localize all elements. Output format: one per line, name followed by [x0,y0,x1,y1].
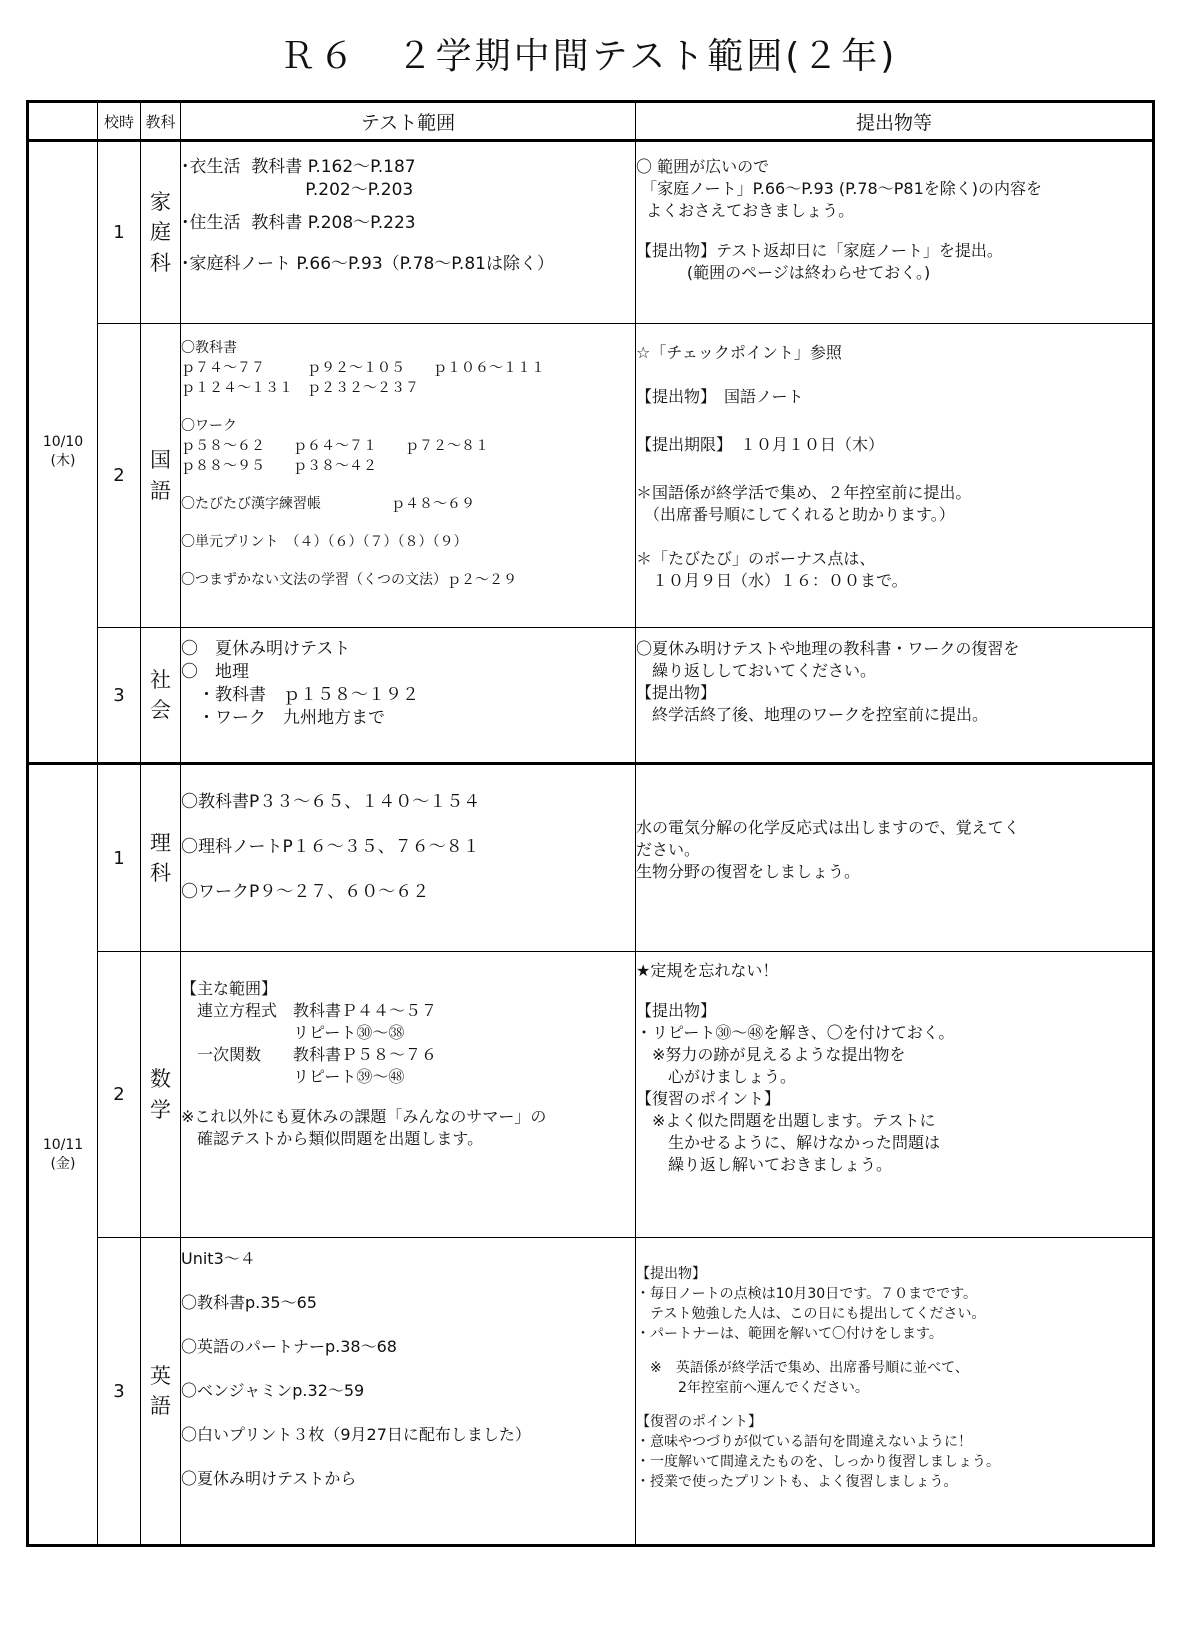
table-row [28,628,1154,764]
period-cell: 3 [98,628,141,764]
notes-line: １０月９日（水）１６：００まで。 [636,571,908,590]
range-line: 〇たびたび漢字練習帳 ｐ４８～６９ [181,496,475,512]
subject-cell [141,141,181,324]
range-line: 〇白いプリント３枚（9月27日に配布しました） [181,1425,531,1444]
range-line: ・ワーク 九州地方まで [181,708,385,728]
notes-line: 【提出物】 [636,1001,717,1020]
weekday: (木) [50,453,76,469]
date-cell [28,141,98,764]
table-row [28,141,1154,324]
notes-line: ・意味やつづりが似ている語句を間違えないように！ [636,1434,972,1450]
period-cell: 3 [98,1238,141,1546]
header-range: テスト範囲 [181,102,636,141]
notes-line: 【提出物】 [636,1266,706,1282]
notes-line: ・毎日ノートの点検は10月30日です。７０までです。 [636,1286,977,1302]
subject-char: 科 [150,861,171,885]
notes-line: (範囲のページは終わらせておく。) [636,263,931,282]
notes-line: 2年控室前へ運んでください。 [636,1380,869,1396]
range-line: 〇教科書 [181,340,237,356]
range-line: ｐ１２４～１３１ ｐ２３２～２３７ [181,380,419,396]
notes-line: ださい。 [636,840,701,859]
notes-line: ※よく似た問題を出題します。テストに [636,1111,936,1130]
subject-cell [141,952,181,1238]
period-cell: 1 [98,141,141,324]
range-line: ｐ７４～７７ ｐ９２～１０５ ｐ１０６～１１１ [181,360,545,376]
range-line: 〇 地理 [181,662,249,682]
table-row [28,764,1154,952]
notes-cell [636,141,1154,324]
range-line: ｐ５８～６２ ｐ６４～７１ ｐ７２～８１ [181,438,489,454]
subject-char: 学 [150,1097,171,1122]
notes-line: 繰り返し解いておきましょう。 [636,1155,893,1174]
notes-line: ＊国語係が終学活で集め、２年控室前に提出。 [636,483,972,502]
range-line: ・教科書 ｐ１５８～１９２ [181,685,419,705]
subject-cell [141,1238,181,1546]
date: 10/10 [42,434,84,451]
notes-line: ＊「たびたび」のボーナス点は、 [636,549,876,568]
notes-line: 【復習のポイント】 [636,1414,762,1430]
subject-char: 庭 [150,220,171,245]
date-cell [28,764,98,1546]
notes-line: よくおさえておきましょう。 [636,201,855,220]
range-line: ･住生活 教科書 P.208～P.223 [181,213,416,233]
notes-line: 心がけましょう。 [636,1067,797,1086]
table-row [28,324,1154,628]
notes-cell [636,1238,1154,1546]
notes-line: （出席番号順にしてくれると助かります。） [636,505,955,524]
subject-cell [141,324,181,628]
notes-cell [636,764,1154,952]
date: 10/11 [42,1136,84,1153]
range-cell [181,764,636,952]
page-title: Ｒ６ ２学期中間テスト範囲(２年) [279,36,898,77]
range-line: 【主な範囲】 [181,979,278,998]
range-line: 〇理科ノートP１６～３５、７６～８１ [181,837,480,857]
range-line: リピート㊴～㊽ [181,1067,405,1086]
subject-cell [141,764,181,952]
range-line: 〇教科書p.35～65 [181,1293,317,1312]
notes-line: 【提出物】 [636,683,717,702]
subject-char: 科 [150,250,171,275]
notes-line: テスト勉強した人は、この日にも提出してください。 [636,1306,986,1322]
notes-line: ※ 英語係が終学活で集め、出席番号順に並べて、 [636,1360,969,1376]
range-cell [181,1238,636,1546]
subject-char: 語 [150,478,171,503]
range-line: ※これ以外にも夏休みの課題「みんなのサマー」の [181,1107,547,1126]
range-line: リピート㉚～㊳ [181,1023,405,1042]
subject-char: 語 [150,1394,171,1418]
range-line: 〇ワークP９～２７、６０～６２ [181,882,430,902]
header-notes: 提出物等 [636,102,1154,141]
range-line: ･家庭科ノート P.66～P.93（P.78～P.81は除く） [181,254,554,274]
range-line: Unit3～４ [181,1249,256,1268]
subject-char: 理 [150,830,171,855]
schedule-table [26,100,1155,1547]
range-line: 〇英語のパートナーp.38～68 [181,1337,397,1356]
range-line: P.202～P.203 [181,180,414,200]
notes-line: ※努力の跡が見えるような提出物を [636,1045,906,1064]
weekday: (金) [50,1155,76,1172]
range-cell [181,141,636,324]
header-period: 校時 [98,102,141,141]
notes-cell [636,952,1154,1238]
notes-line: ・パートナーは、範囲を解いて〇付けをします。 [636,1326,943,1342]
subject-cell [141,628,181,764]
subject-char: 数 [150,1067,171,1092]
table-row [28,1238,1154,1546]
notes-line: 生かせるように、解けなかった問題は [636,1133,941,1152]
range-line: 〇 夏休み明けテスト [181,639,351,659]
range-line: 〇単元プリント （４）（６）（７）（８）（９） [181,534,468,550]
notes-cell [636,628,1154,764]
notes-line: 「家庭ノート」P.66～P.93 (P.78～P81を除く)の内容を [636,179,1042,198]
period-cell: 2 [98,324,141,628]
range-cell [181,628,636,764]
header-row [28,102,1154,141]
range-line: 〇つまずかない文法の学習（くつの文法）ｐ２～２９ [181,572,517,588]
table-row [28,952,1154,1238]
notes-line: ・授業で使ったプリントも、よく復習しましょう。 [636,1474,958,1490]
notes-line: 水の電気分解の化学反応式は出しますので、覚えてく [636,818,1020,837]
range-line: ･衣生活 教科書 P.162～P.187 [181,157,416,177]
header-date [28,102,98,141]
notes-line: 【復習のポイント】 [636,1089,781,1108]
subject-char: 国 [150,448,171,473]
subject-char: 家 [150,189,171,214]
subject-char: 社 [150,667,171,692]
range-cell [181,952,636,1238]
range-line: 一次関数 教科書Ｐ５８～７６ [181,1045,438,1064]
notes-line: ・リピート㉚～㊽を解き、〇を付けておく。 [636,1023,955,1042]
notes-line: 〇 範囲が広いので [636,157,770,176]
period-cell: 1 [98,764,141,952]
notes-line: 終学活終了後、地理のワークを控室前に提出。 [636,705,989,724]
range-line: 〇ワーク [181,418,237,434]
range-line: 〇教科書P３３～６５、１４０～１５４ [181,792,481,812]
range-line: ｐ８８～９５ ｐ３８～４２ [181,458,377,474]
notes-line: 生物分野の復習をしましょう。 [636,862,861,881]
range-line: 連立方程式 教科書Ｐ４４～５７ [181,1001,438,1020]
notes-cell [636,324,1154,628]
notes-line: 【提出物】 国語ノート [636,387,804,406]
range-line: 確認テストから類似問題を出題します。 [181,1129,484,1148]
notes-line: 繰り返ししておいてください。 [636,661,877,680]
range-cell [181,324,636,628]
subject-char: 英 [150,1363,171,1388]
notes-line: ・一度解いて間違えたものを、しっかり復習しましょう。 [636,1454,1000,1470]
notes-line: 〇夏休み明けテストや地理の教科書・ワークの復習を [636,639,1020,658]
period-cell: 2 [98,952,141,1238]
range-line: 〇夏休み明けテストから [181,1469,357,1488]
notes-line: ☆「チェックポイント」参照 [636,343,842,362]
notes-line: ★定規を忘れない！ [636,961,779,980]
notes-line: 【提出物】テスト返却日に「家庭ノート」を提出。 [636,241,1003,260]
header-subject: 教科 [141,102,181,141]
range-line: 〇ベンジャミンp.32～59 [181,1381,365,1400]
notes-line: 【提出期限】 １０月１０日（木） [636,435,885,454]
subject-char: 会 [150,698,171,722]
